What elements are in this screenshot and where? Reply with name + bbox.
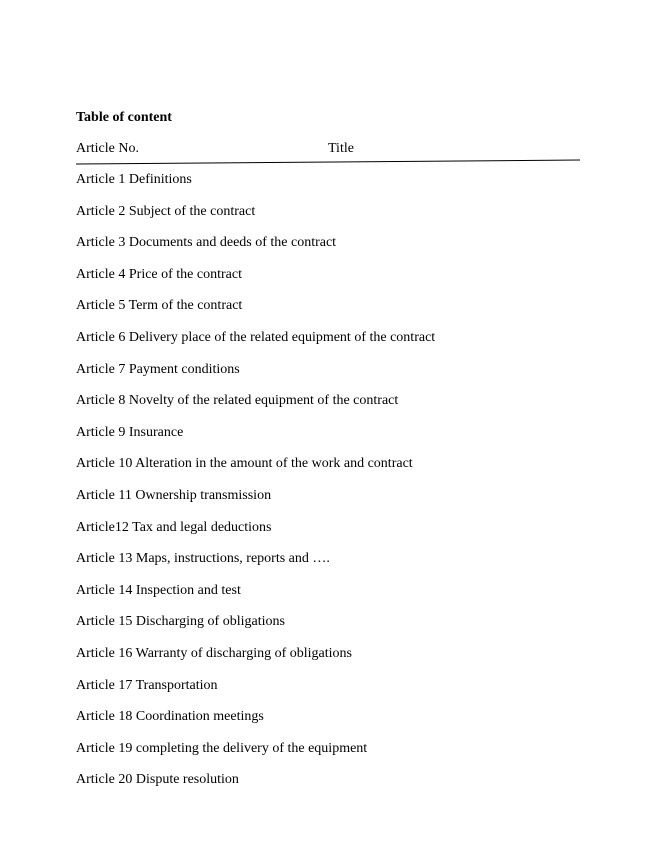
toc-item-4: Article 4 Price of the contract	[76, 266, 242, 282]
toc-list	[76, 171, 435, 803]
header-divider	[76, 158, 580, 166]
toc-item-10: Article 10 Alteration in the amount of the work and contract	[76, 456, 413, 472]
toc-item-16: Article 16 Warranty of discharging of obligations	[76, 645, 352, 661]
toc-item-6: Article 6 Delivery place of the related equipment of the contract	[76, 329, 436, 345]
toc-item-9: Article 9 Insurance	[76, 424, 184, 440]
toc-item-7: Article 7 Payment conditions	[76, 361, 240, 377]
toc-item-5: Article 5 Term of the contract	[76, 298, 243, 314]
toc-item-1: Article 1 Definitions	[76, 172, 192, 187]
header-article-no: Article No.	[76, 141, 139, 156]
toc-item-15: Article 15 Discharging of obligations	[76, 614, 285, 630]
toc-item-17: Article 17 Transportation	[76, 677, 218, 693]
toc-item-3: Article 3 Documents and deeds of the contract	[76, 235, 337, 251]
toc-item-13: Article 13 Maps, instructions, reports and ….	[76, 551, 330, 567]
toc-item-18: Article 18 Coordination meetings	[76, 709, 264, 725]
toc-item-19: Article 19 completing the delivery of the equipment	[76, 740, 368, 756]
toc-item-8: Article 8 Novelty of the related equipment of the contract	[76, 393, 399, 409]
toc-item-2: Article 2 Subject of the contract	[76, 203, 256, 219]
toc-item-14: Article 14 Inspection and test	[76, 582, 241, 598]
toc-header-row	[76, 140, 580, 160]
toc-item-20: Article 20 Dispute resolution	[76, 772, 239, 788]
toc-item-12: Article12 Tax and legal deductions	[76, 519, 272, 535]
toc-heading: Table of content	[76, 110, 172, 125]
header-title: Title	[328, 141, 354, 156]
toc-item-11: Article 11 Ownership transmission	[76, 487, 272, 503]
